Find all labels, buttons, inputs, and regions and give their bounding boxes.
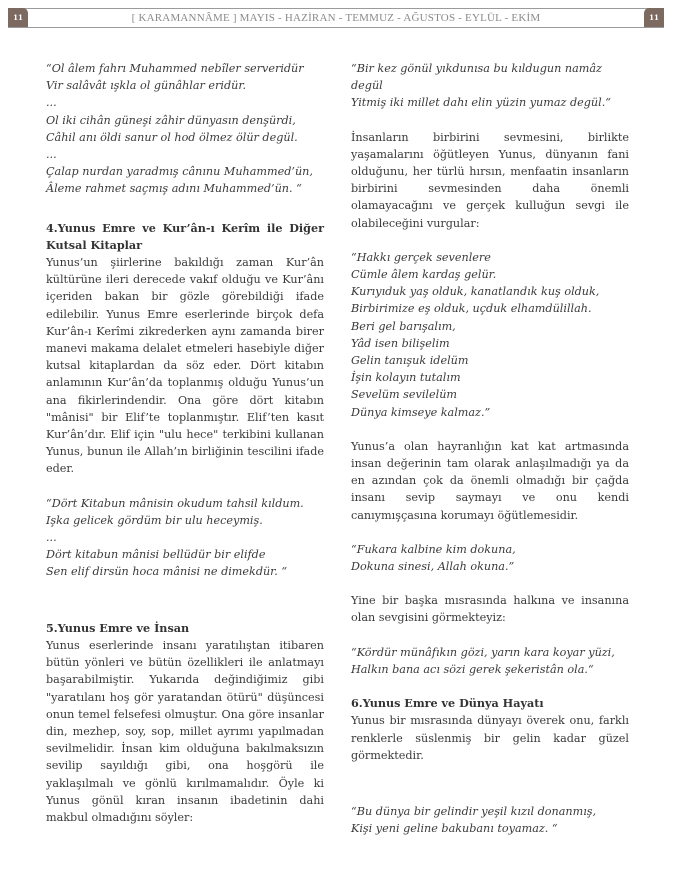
verse-quote-2 [46,495,324,581]
verse-line: Kişi yeni geline bakubanı toyamaz. “ [351,822,558,836]
paragraph-1: İnsanların birbirini sevmesini, birlikte yaşamalarını öğütleyen Yunus, dünyanın fani olduğunu, her türlü hırsın, menfaatin insanların birbirini sevmesinden daha önemli olamayacağını ve gerçek kulluğun sevgi ile olabileceğini vurgular: [351,130,629,230]
verse-line: “Kördür münâfıkın gözi, yarın kara koyar yüzi, [351,645,615,659]
verse-line: “Fukara kalbine kim dokuna, [351,542,516,556]
verse-line: Sen elif dirsün hoca mânisi ne dimekdür. “ [46,565,288,579]
verse-line: Dünya kimseye kalmaz.” [351,405,491,419]
left-column [46,60,324,826]
verse-quote-7 [351,803,629,837]
running-header-title: [ KARAMANNÂME ] MAYIS - HAZİRAN - TEMMUZ - AĞUSTOS - EYLÜL - EKİM [131,12,541,24]
verse-line: Câhil anı öldi sanur ol hod ölmez ölür degül. [46,130,298,144]
page-number-right: 11 [644,8,664,27]
verse-line: Yitmiş iki millet dahı elin yüzin yumaz degül.“ [351,96,611,110]
verse-line: “Hakkı gerçek sevenlere [351,250,491,264]
verse-line: Yâd isen bilişelim [351,336,450,350]
paragraph-3: Yine bir başka mısrasında halkına ve insanına olan sevgisini görmekteyiz: [351,594,629,625]
verse-line: Halkın bana acı sözi gerek şekeristân ola.“ [351,662,594,676]
section-4-paragraph: Yunus’un şiirlerine bakıldığı zaman Kur’ân kültürüne ileri derecede vakıf olduğu ve Kur’ânı içeriden bakan bir gözle görebildiği ifade edilebilir. Yunus Emre eserlerinde birçok defa Kur’ân-ı Kerîmi zikrederken aynı zamanda birer manevi makama delalet etmeleri hasebiyle diğer kutsal kitaplardan da söz eder. Dört kitabın anlamının Kur’ân’da toplanmış olduğu Yunus’un ana fikirlerindendir. Ona göre dört kitabın "mânisi" bir Elif’te toplanmıştır. Elif’ten kasıt Kur’ân’dır. Elif için "ulu hece" terkibini kullanan Yunus, bunun ile Allah’ın birliğinin tescilini ifade eder. [46,256,324,476]
right-column [351,60,629,837]
verse-line: Âleme rahmet saçmış adını Muhammed’ün. “ [46,182,302,196]
verse-line: Ol iki cihân güneşi zâhir dünyasın denşürdi, [46,113,296,127]
section-5-paragraph: Yunus eserlerinde insanı yaratılıştan itibaren bütün yönleri ve bütün özellikleri ile anlatmayı başarabilmiştir. Yukarıda değindiğimiz gibi "yaratılanı hoş gör yaratandan ötürü" düşüncesi onun temel felsefesi olmuştur. Ona göre insanlar din, mezhep, soy, sop, millet ayrımı yapılmadan sevilmelidir. İnsan kim olduğuna bakılmaksızın sevilip sayıldığı gibi, ona hoşgörü ile yaklaşılmalı ve gönlü kırılmamalıdır. Öyle ki Yunus gönül kıran insanın ibadetinin dahi makbul olmadığını söyler: [46,638,324,824]
verse-quote-4 [351,249,629,421]
verse-quote-3 [351,60,629,112]
verse-line: Işka gelicek gördüm bir ulu heceymiş. [46,513,263,527]
verse-line: Dört kitabun mânisi bellüdür bir elifde [46,548,266,562]
verse-line: Çalap nurdan yaradmış cânınu Muhammed’ün, [46,165,313,179]
verse-line: ... [46,148,57,162]
verse-line: Beri gel barışalım, [351,319,456,333]
verse-line: “Dört Kitabun mânisin okudum tahsil kıldum. [46,496,304,510]
verse-line: Dokuna sinesi, Allah okuna.” [351,560,515,574]
paragraph-2: Yunus’a olan hayranlığın kat kat artmasında insan değerinin tam olarak anlaşılmadığı ya da en azından çok da önemli olmadığı bir çağda insanı sevip saymayı ve onu kendi canıymışçasına korumayı öğütlemesidir. [351,439,629,522]
verse-line: “Bu dünya bir gelindir yeşil kızıl donanmış, [351,804,597,818]
section-6-paragraph: Yunus bir mısrasında dünyayı överek onu, farklı renklerle süslenmiş bir gelin kadar güzel görmektedir. [351,714,629,762]
verse-line: Birbirimize eş olduk, uçduk elhamdülillah. [351,302,592,316]
verse-line: “Bir kez gönül yıkdunısa bu kıldugun namâz degül [351,62,602,93]
verse-line: “Ol âlem fahrı Muhammed nebîler serveridür [46,62,304,75]
section-6-heading: 6.Yunus Emre ve Dünya Hayatı [351,696,544,711]
verse-line: Kurıyıduk yaş olduk, kanatlandık kuş olduk, [351,285,600,299]
verse-quote-1 [46,60,324,198]
verse-line: İşin kolayın tutalım [351,371,461,385]
verse-line: ... [46,531,57,545]
verse-quote-6 [351,644,629,678]
verse-line: ... [46,96,57,110]
section-5-heading: 5.Yunus Emre ve İnsan [46,620,190,635]
page-header [8,8,664,28]
verse-line: Cümle âlem kardaş gelür. [351,268,497,282]
verse-line: Sevelüm sevilelüm [351,388,458,402]
verse-line: Vir salâvât ışkla ol günâhlar eridür. [46,79,247,93]
section-4-heading: 4.Yunus Emre ve Kur’ân-ı Kerîm ile Diğer Kutsal Kitaplar [46,220,324,252]
verse-quote-5 [351,541,629,575]
page-number-left: 11 [8,8,28,27]
verse-line: Gelin tanışuk idelüm [351,354,469,368]
